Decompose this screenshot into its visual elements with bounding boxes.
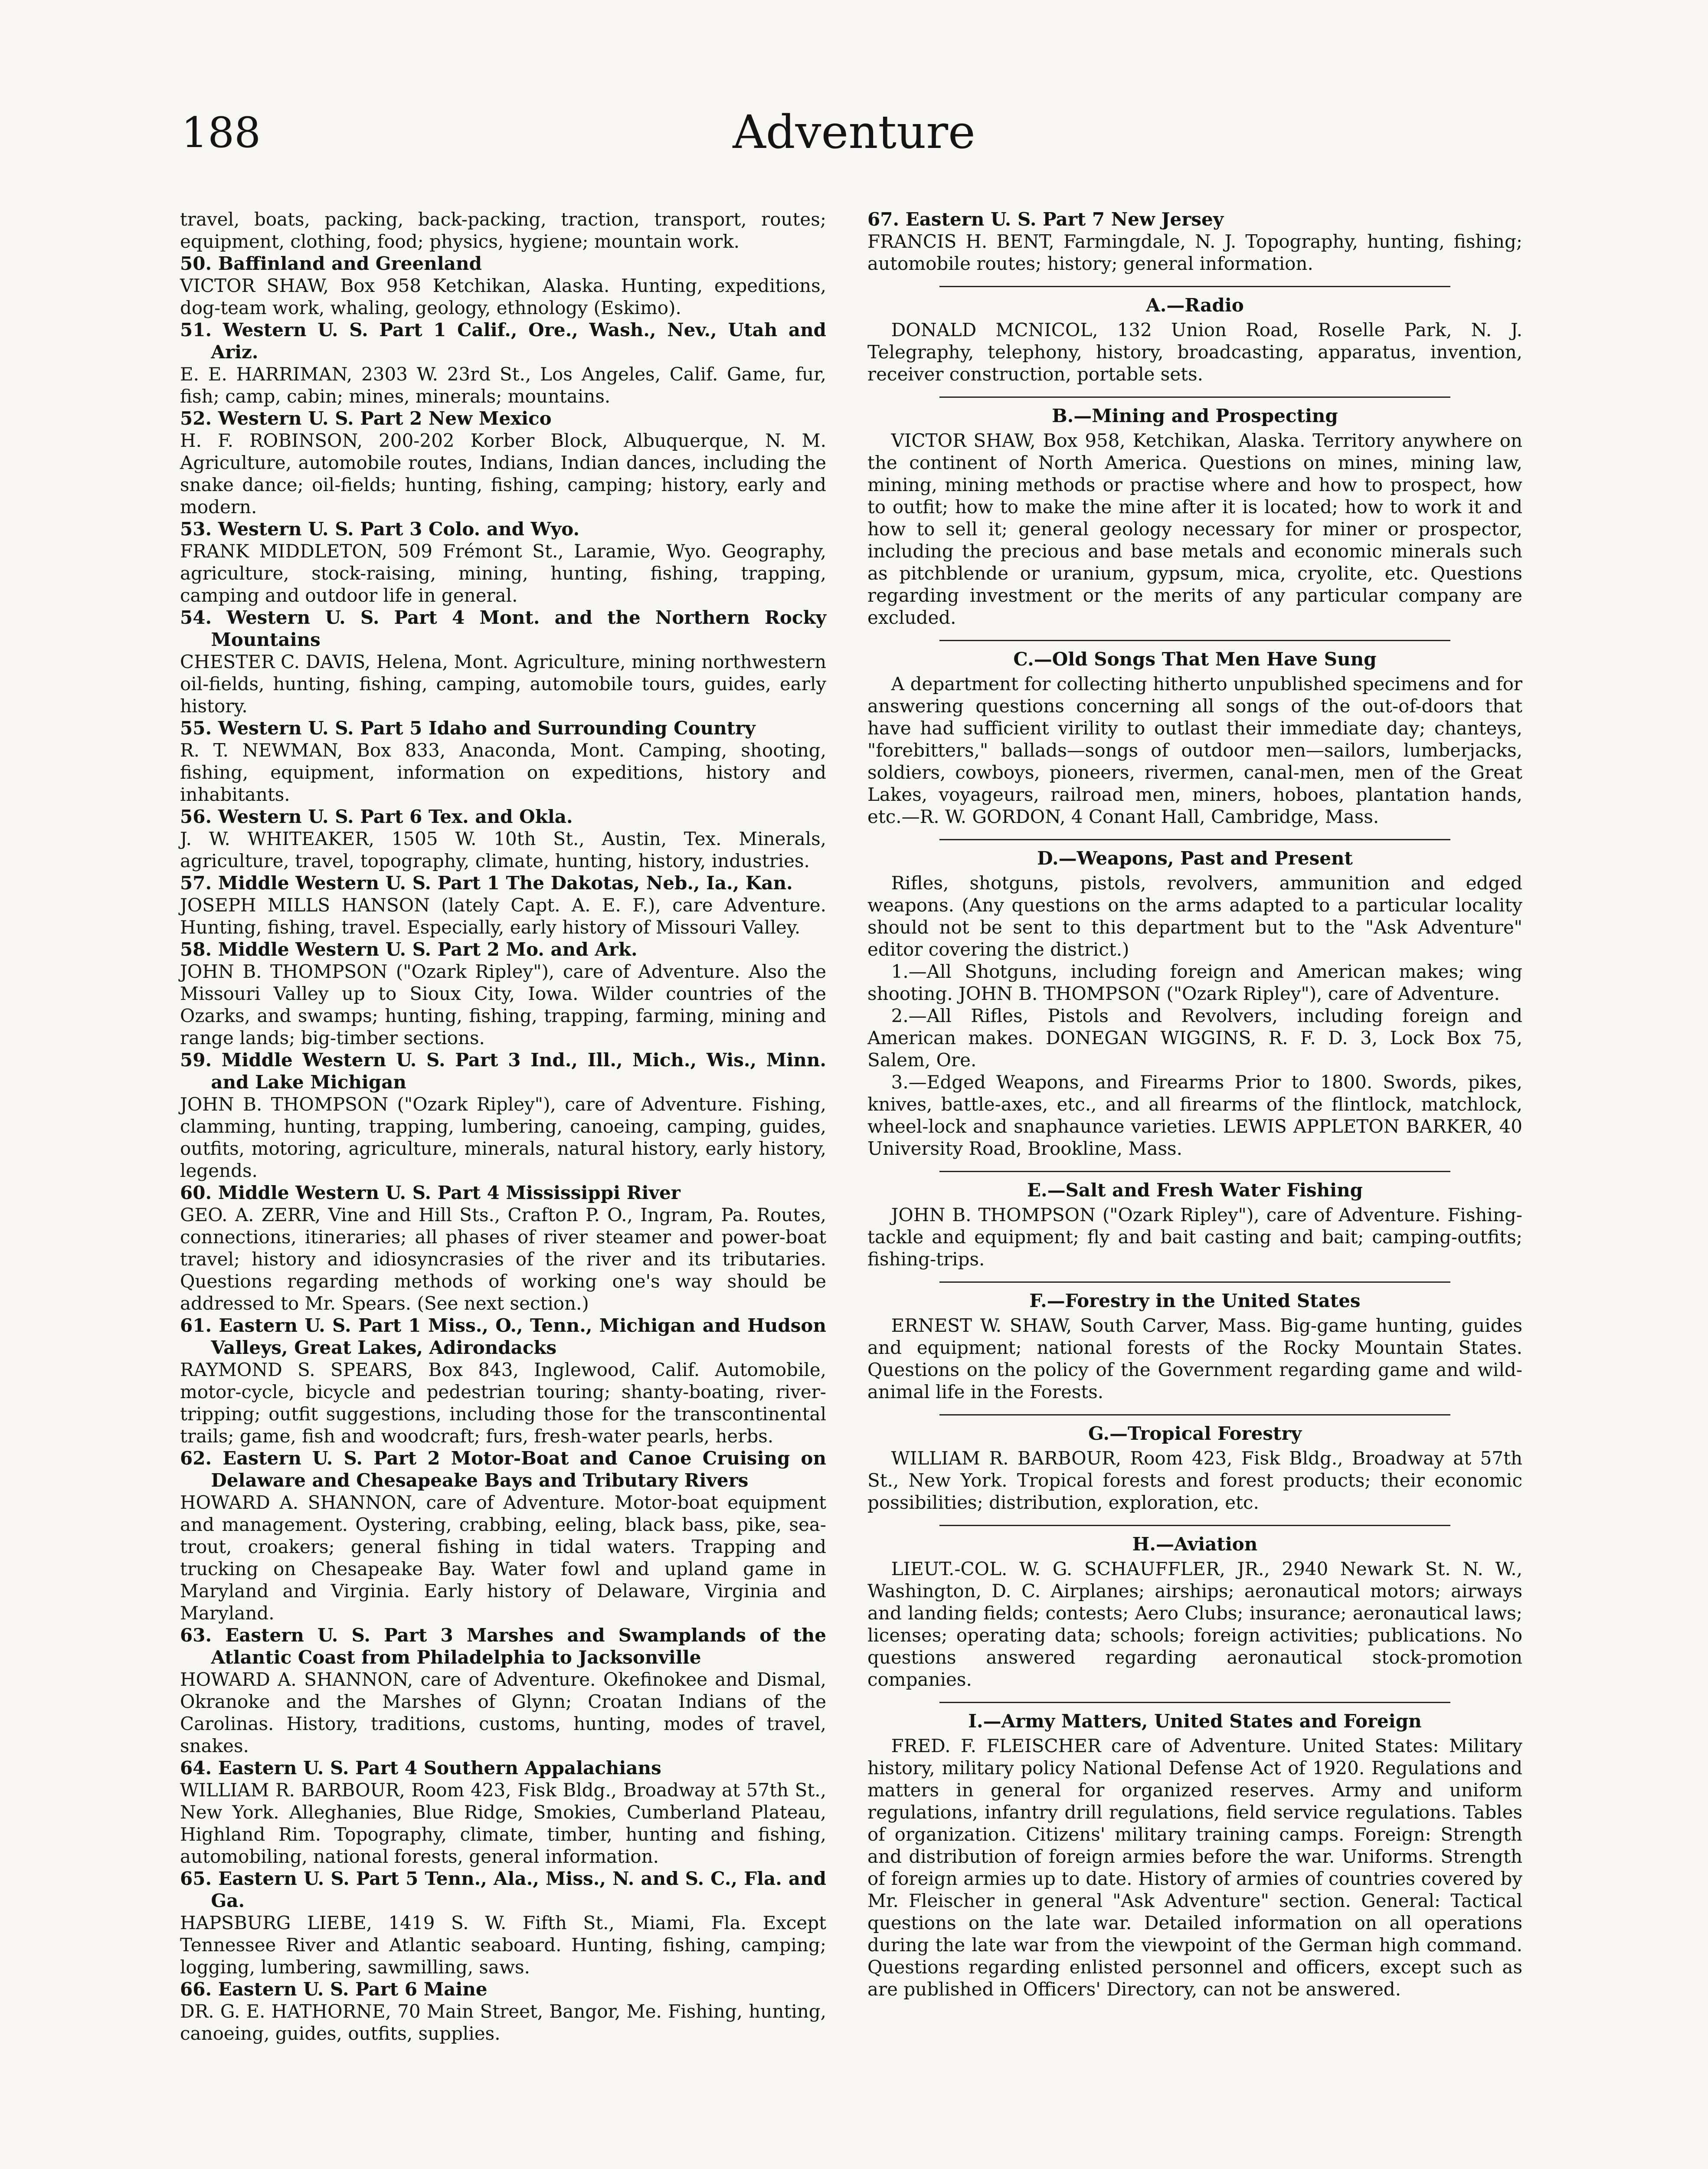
section-text: Rifles, shotguns, pistols, revolvers, ammunition and edged weapons. (Any questions on the arms adapted to a particular locality should not be sent to this department but to the "Ask Adventure" editor covering the district.) — [867, 872, 1522, 960]
entry-body: HAPSBURG LIEBE, 1419 S. W. Fifth St., Miami, Fla. Except Tennessee River and Atlantic seaboard. Hunting, fishing, camping; logging, lumbering, sawmilling, saws. — [180, 1912, 826, 1978]
section-old-songs — [867, 640, 1522, 828]
entry-heading: 50. Baffinland and Greenland — [180, 253, 482, 274]
entry-body: CHESTER C. DAVIS, Helena, Mont. Agriculture, mining northwestern oil-fields, hunting, fishing, camping, automobile tours, guides, early history. — [180, 651, 826, 717]
section-divider — [939, 1171, 1450, 1172]
entry-heading: 66. Eastern U. S. Part 6 Maine — [180, 1979, 488, 2000]
entry-body: JOSEPH MILLS HANSON (lately Capt. A. E. F.), care Adventure. Hunting, fishing, travel. Especially, early history of Missouri Valley. — [180, 894, 826, 938]
section-tropical-forestry — [867, 1414, 1522, 1514]
entry-heading: 59. Middle Western U. S. Part 3 Ind., Ill., Mich., Wis., Minn. and Lake Michigan — [180, 1049, 826, 1093]
section-title: C.—Old Songs That Men Have Sung — [1013, 649, 1377, 670]
section-title: H.—Aviation — [1132, 1533, 1258, 1555]
section-text: FRED. F. FLEISCHER care of Adventure. United States: Military history, military policy National Defense Act of 1920. Regulations and matters in general for organized reserves. Army and uniform regulations, infantry drill regulations, field service regulations. Tables of organization. Citizens' military training camps. Foreign: Strength and distribution of foreign armies before the war. Uniforms. Strength of foreign armies up to date. History of armies of countries covered by Mr. Fleischer in general "Ask Adventure" section. General: Tactical questions on the late war. Detailed information on all operations during the late war from the viewpoint of the German high command. Questions regarding enlisted personnel and officers, except such as are published in Officers' Directory, can not be answered. — [867, 1735, 1522, 2000]
list-item — [180, 717, 826, 806]
list-item — [180, 606, 826, 717]
section-divider — [939, 1702, 1450, 1703]
section-weapons — [867, 839, 1522, 1160]
entry-heading: 58. Middle Western U. S. Part 2 Mo. and Ark. — [180, 939, 638, 960]
entry-body: RAYMOND S. SPEARS, Box 843, Inglewood, Calif. Automobile, motor-cycle, bicycle and pedestrian touring; shanty-boating, river-tripping; outfit suggestions, including those for the transcontinental trails; game, fish and woodcraft; furs, fresh-water pearls, herbs. — [180, 1359, 826, 1447]
section-army — [867, 1702, 1522, 2000]
entry-heading: 55. Western U. S. Part 5 Idaho and Surrounding Country — [180, 718, 756, 739]
section-text: DONALD MCNICOL, 132 Union Road, Roselle Park, N. J. Telegraphy, telephony, history, broadcasting, apparatus, invention, receiver construction, portable sets. — [867, 319, 1522, 385]
entry-body: DR. G. E. HATHORNE, 70 Main Street, Bangor, Me. Fishing, hunting, canoeing, guides, outfits, supplies. — [180, 2001, 826, 2044]
section-mining — [867, 396, 1522, 629]
entry-heading: 61. Eastern U. S. Part 1 Miss., O., Tenn., Michigan and Hudson Valleys, Great Lakes, Adirondacks — [180, 1315, 826, 1358]
section-forestry — [867, 1281, 1522, 1403]
list-item — [180, 1868, 826, 1978]
list-item — [180, 1314, 826, 1447]
section-text: A department for collecting hitherto unpublished specimens and for answering questions concerning all songs of the out-of-doors that have had sufficient virility to outlast their immediate day; chanteys, "forebitters," ballads—songs of outdoor men—sailors, lumberjacks, soldiers, cowboys, pioneers, rivermen, canal-men, men of the Great Lakes, voyageurs, railroad men, miners, hoboes, plantation hands, etc.—R. W. GORDON, 4 Conant Hall, Cambridge, Mass. — [867, 673, 1522, 827]
entry-heading: 56. Western U. S. Part 6 Tex. and Okla. — [180, 806, 573, 827]
list-item — [180, 518, 826, 606]
list-item — [180, 1757, 826, 1868]
section-divider — [939, 640, 1450, 641]
list-item — [180, 1182, 826, 1314]
list-item — [180, 872, 826, 938]
list-item — [180, 1049, 826, 1182]
section-divider — [939, 286, 1450, 287]
section-aviation — [867, 1525, 1522, 1691]
entry-body: H. F. ROBINSON, 200-202 Korber Block, Albuquerque, N. M. Agriculture, automobile routes, Indians, Indian dances, including the snake dance; oil-fields; hunting, fishing, camping; history, early and modern. — [180, 430, 826, 518]
entry-heading: 62. Eastern U. S. Part 2 Motor-Boat and Canoe Cruising on Delaware and Chesapeake Bays and Tributary Rivers — [180, 1448, 826, 1491]
section-fishing — [867, 1171, 1522, 1270]
entry-body: FRANCIS H. BENT, Farmingdale, N. J. Topography, hunting, fishing; automobile routes; history; general information. — [867, 231, 1522, 274]
list-item — [180, 1624, 826, 1757]
section-text: LIEUT.-COL. W. G. SCHAUFFLER, JR., 2940 Newark St. N. W., Washington, D. C. Airplanes; airships; aeronautical motors; airways and landing fields; contests; Aero Clubs; insurance; aeronautical laws; licenses; operating data; schools; foreign activities; publications. No questions answered regarding aeronautical stock-promotion companies. — [867, 1558, 1522, 1690]
section-text: WILLIAM R. BARBOUR, Room 423, Fisk Bldg., Broadway at 57th St., New York. Tropical forests and forest products; their economic possibilities; distribution, exploration, etc. — [867, 1448, 1522, 1513]
weapons-subsection: 3.—Edged Weapons, and Firearms Prior to 1800. Swords, pikes, knives, battle-axes, etc., and all firearms of the flintlock, matchlock, wheel-lock and snaphaunce varieties. LEWIS APPLETON BARKER, 40 University Road, Brookline, Mass. — [867, 1071, 1522, 1159]
section-title: G.—Tropical Forestry — [1088, 1423, 1302, 1444]
entry-heading: 60. Middle Western U. S. Part 4 Mississippi River — [180, 1182, 681, 1203]
section-text: JOHN B. THOMPSON ("Ozark Ripley"), care of Adventure. Fishing-tackle and equipment; fly and bait casting and bait; camping-outfits; fishing-trips. — [867, 1204, 1522, 1270]
entry-heading: 54. Western U. S. Part 4 Mont. and the Northern Rocky Mountains — [180, 607, 826, 650]
entry-body: GEO. A. ZERR, Vine and Hill Sts., Crafton P. O., Ingram, Pa. Routes, connections, itineraries; all phases of river steamer and power-boat travel; history and idiosyncrasies of the river and its tributaries. Questions regarding methods of working one's way should be addressed to Mr. Spears. (See next section.) — [180, 1204, 826, 1314]
page-number: 188 — [181, 108, 261, 157]
left-column — [180, 208, 826, 2044]
entry-heading: 64. Eastern U. S. Part 4 Southern Appalachians — [180, 1757, 661, 1779]
entry-body: JOHN B. THOMPSON ("Ozark Ripley"), care of Adventure. Fishing, clamming, hunting, trapping, lumbering, canoeing, camping, guides, outfits, motoring, agriculture, minerals, natural history, early history, legends. — [180, 1094, 826, 1181]
section-title: B.—Mining and Prospecting — [1052, 405, 1338, 426]
entry-body: WILLIAM R. BARBOUR, Room 423, Fisk Bldg., Broadway at 57th St., New York. Alleghanies, Blue Ridge, Smokies, Cumberland Plateau, Highland Rim. Topography, climate, timber, hunting and fishing, automobiling, national forests, general information. — [180, 1779, 826, 1867]
section-divider — [939, 1414, 1450, 1415]
section-text: ERNEST W. SHAW, South Carver, Mass. Big-game hunting, guides and equipment; national forests of the Rocky Mountain States. Questions on the policy of the Government regarding game and wild-animal life in the Forests. — [867, 1315, 1522, 1402]
entry-body: HOWARD A. SHANNON, care of Adventure. Okefinokee and Dismal, Okranoke and the Marshes of Glynn; Croatan Indians of the Carolinas. History, traditions, customs, hunting, modes of travel, snakes. — [180, 1669, 826, 1756]
section-title: I.—Army Matters, United States and Foreign — [968, 1710, 1422, 1732]
section-title: A.—Radio — [1146, 295, 1244, 316]
right-column — [867, 208, 1522, 2000]
section-title: F.—Forestry in the United States — [1029, 1290, 1361, 1311]
entry-body: VICTOR SHAW, Box 958 Ketchikan, Alaska. Hunting, expeditions, dog-team work, whaling, geology, ethnology (Eskimo). — [180, 275, 826, 318]
list-item — [180, 319, 826, 407]
entry-heading: 67. Eastern U. S. Part 7 New Jersey — [867, 209, 1224, 230]
entry-body: J. W. WHITEAKER, 1505 W. 10th St., Austin, Tex. Minerals, agriculture, travel, topography, climate, hunting, history, industries. — [180, 828, 826, 872]
section-title: D.—Weapons, Past and Present — [1037, 848, 1353, 869]
page-title: Adventure — [733, 105, 975, 159]
list-item — [180, 1978, 826, 2044]
list-item — [180, 407, 826, 518]
section-title: E.—Salt and Fresh Water Fishing — [1027, 1180, 1363, 1201]
entry-body: E. E. HARRIMAN, 2303 W. 23rd St., Los Angeles, Calif. Game, fur, fish; camp, cabin; mines, minerals; mountains. — [180, 364, 826, 407]
entry-heading: 65. Eastern U. S. Part 5 Tenn., Ala., Miss., N. and S. C., Fla. and Ga. — [180, 1868, 826, 1911]
entry-heading: 63. Eastern U. S. Part 3 Marshes and Swamplands of the Atlantic Coast from Philadelphia to Jacksonville — [180, 1625, 826, 1668]
weapons-subsection: 1.—All Shotguns, including foreign and American makes; wing shooting. JOHN B. THOMPSON ("Ozark Ripley"), care of Adventure. — [867, 961, 1522, 1004]
section-divider — [939, 396, 1450, 398]
list-item — [867, 208, 1522, 275]
section-divider — [939, 839, 1450, 840]
entry-heading: 57. Middle Western U. S. Part 1 The Dakotas, Neb., Ia., Kan. — [180, 872, 793, 894]
entry-body: HOWARD A. SHANNON, care of Adventure. Motor-boat equipment and management. Oystering, crabbing, eeling, black bass, pike, sea-trout, croakers; general fishing in tidal waters. Trapping and trucking on Chesapeake Bay. Water fowl and upland game in Maryland and Virginia. Early history of Delaware, Virginia and Maryland. — [180, 1492, 826, 1624]
list-item — [180, 208, 826, 252]
entry-body: JOHN B. THOMPSON ("Ozark Ripley"), care of Adventure. Also the Missouri Valley up to Sioux City, Iowa. Wilder countries of the Ozarks, and swamps; hunting, fishing, trapping, farming, mining and range lands; big-timber sections. — [180, 961, 826, 1048]
entry-body: R. T. NEWMAN, Box 833, Anaconda, Mont. Camping, shooting, fishing, equipment, information on expeditions, history and inhabitants. — [180, 740, 826, 805]
list-item — [180, 806, 826, 872]
entry-body: FRANK MIDDLETON, 509 Frémont St., Laramie, Wyo. Geography, agriculture, stock-raising, mining, hunting, fishing, trapping, camping and outdoor life in general. — [180, 541, 826, 606]
entry-heading: 52. Western U. S. Part 2 New Mexico — [180, 408, 552, 429]
list-item — [180, 252, 826, 319]
section-divider — [939, 1525, 1450, 1526]
section-radio — [867, 286, 1522, 385]
section-divider — [939, 1281, 1450, 1283]
entry-heading: 51. Western U. S. Part 1 Calif., Ore., Wash., Nev., Utah and Ariz. — [180, 319, 826, 363]
list-item — [180, 1447, 826, 1624]
entry-heading: 53. Western U. S. Part 3 Colo. and Wyo. — [180, 518, 580, 540]
section-text: VICTOR SHAW, Box 958, Ketchikan, Alaska. Territory anywhere on the continent of North America. Questions on mines, mining law, mining, mining methods or practise where and how to prospect, how to outfit; how to make the mine after it is located; how to work it and how to sell it; general geology necessary for miner or prospector, including the precious and base metals and economic minerals such as pitchblende or uranium, gypsum, mica, cryolite, etc. Questions regarding investment or the merits of any particular company are excluded. — [867, 430, 1522, 628]
list-item — [180, 938, 826, 1049]
weapons-subsection: 2.—All Rifles, Pistols and Revolvers, including foreign and American makes. DONEGAN WIGGINS, R. F. D. 3, Lock Box 75, Salem, Ore. — [867, 1005, 1522, 1071]
entry-body: travel, boats, packing, back-packing, traction, transport, routes; equipment, clothing, food; physics, hygiene; mountain work. — [180, 209, 826, 252]
